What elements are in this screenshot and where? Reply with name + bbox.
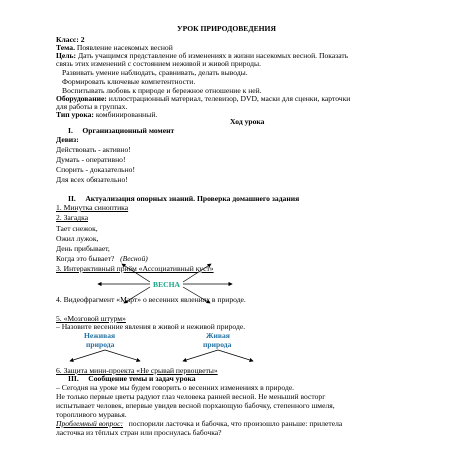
motto-4: Для всех обязательно! xyxy=(56,175,128,184)
class-value: 2 xyxy=(80,35,85,44)
item-3: 3. Интерактивный приём «Ассоциативный куст» xyxy=(56,264,214,273)
riddle-line-3: День прибывает, xyxy=(56,244,110,253)
living-label-2: природа xyxy=(203,340,232,349)
lesson-type-label: Тип урока: xyxy=(56,110,94,119)
item-4: 4. Видеофрагмент «Март» о весенних явлениях в природе. xyxy=(56,295,246,304)
goal-text-2: связь этих изменений с состоянием неживой и живой природы. xyxy=(56,59,262,68)
section3-num: III. xyxy=(68,374,79,383)
section2-title: Актуализация опорных знаний. Проверка домашнего задания xyxy=(85,194,300,203)
paragraph-3-line-1: – Сегодня на уроке мы будем говорить о весенних изменениях в природе. xyxy=(56,383,295,392)
problem-line-1 xyxy=(56,419,342,428)
problem-label: Проблемный вопрос: xyxy=(56,419,124,428)
item-2: 2. Загадка xyxy=(56,213,89,222)
lesson-type-value: комбинированный. xyxy=(95,110,158,119)
bush-arrow-up-left xyxy=(122,264,150,282)
living-arrow-right xyxy=(218,350,253,361)
problem-line-2: ласточка из тёплых стран или проснулась бабочка? xyxy=(56,428,222,437)
problem-text-1: поспорили ласточка и бабочка, что произошло раньше: прилетела xyxy=(128,419,343,428)
item-5-text: – Назовите весенние явления в живой и неживой природе. xyxy=(56,322,246,331)
course-heading: Ход урока xyxy=(230,117,265,126)
goal-item-3: Воспитывать любовь к природе и бережное отношение к ней. xyxy=(62,86,262,95)
item-6: 6. Защита мини-проекта «Не срывай первоцветы» xyxy=(56,366,218,375)
motto-1: Действовать - активно! xyxy=(56,145,131,154)
section3-title: Сообщение темы и задач урока xyxy=(88,374,196,383)
goal-item-2: Формировать ключевые компетентности. xyxy=(62,77,196,86)
nonliving-arrow-right xyxy=(105,350,140,361)
paragraph-3-line-4: торопливого муравья. xyxy=(56,410,127,419)
page-title: УРОК ПРИРОДОВЕДЕНИЯ xyxy=(177,24,276,33)
nonliving-label-2: природа xyxy=(86,340,115,349)
goal-label: Цель: xyxy=(56,51,77,60)
bush-center-label: ВЕСНА xyxy=(153,280,181,289)
section3-heading xyxy=(68,374,196,383)
equipment-text-2: для работы в группах. xyxy=(56,102,128,111)
riddle-line-1: Тает снежок, xyxy=(56,224,98,233)
bush-arrow-up-right xyxy=(183,264,211,282)
nonliving-arrow-left xyxy=(70,350,105,361)
section1-num: I. xyxy=(68,126,73,135)
riddle-answer: (Весной) xyxy=(120,254,148,263)
goal-item-1: Развивать умение наблюдать, сравнивать, делать выводы. xyxy=(62,68,248,77)
nature-arrows xyxy=(70,350,253,361)
theme-label: Тема. xyxy=(56,43,75,52)
motto-3: Спорить - доказательно! xyxy=(56,165,136,174)
theme-value: Появление насекомых весной xyxy=(76,43,173,52)
motto-2: Думать - оперативно! xyxy=(56,155,126,164)
riddle-question: Когда это бывает? xyxy=(56,254,115,263)
equipment-text-1: иллюстрационный материал, телевизор, DVD, маски для сценки, карточки xyxy=(108,94,351,103)
nonliving-label-1: Неживая xyxy=(84,331,116,340)
paragraph-3-line-3: испытывает человек, впервые увидев весной порхающую бабочку, степенного шмеля, xyxy=(56,401,335,410)
paragraph-3-line-2: Не только первые цветы радуют глаз человека ранней весной. Не меньший восторг xyxy=(56,392,326,401)
section2-num: II. xyxy=(68,194,76,203)
equipment-label: Оборудование: xyxy=(56,94,107,103)
item-1: 1. Минутка синоптика xyxy=(56,203,129,212)
item-5: 5. «Мозговой штурм» xyxy=(56,314,126,323)
living-label-1: Живая xyxy=(206,331,230,340)
section1-title: Организационный момент xyxy=(82,126,175,135)
living-arrow-left xyxy=(183,350,218,361)
class-label: Класс: xyxy=(56,35,79,44)
goal-text-1: Дать учащимся представление об изменениях в жизни насекомых весной. Показать xyxy=(78,51,349,60)
motto-label: Девиз: xyxy=(56,135,79,144)
riddle-line-2: Ожил лужок, xyxy=(56,234,99,243)
